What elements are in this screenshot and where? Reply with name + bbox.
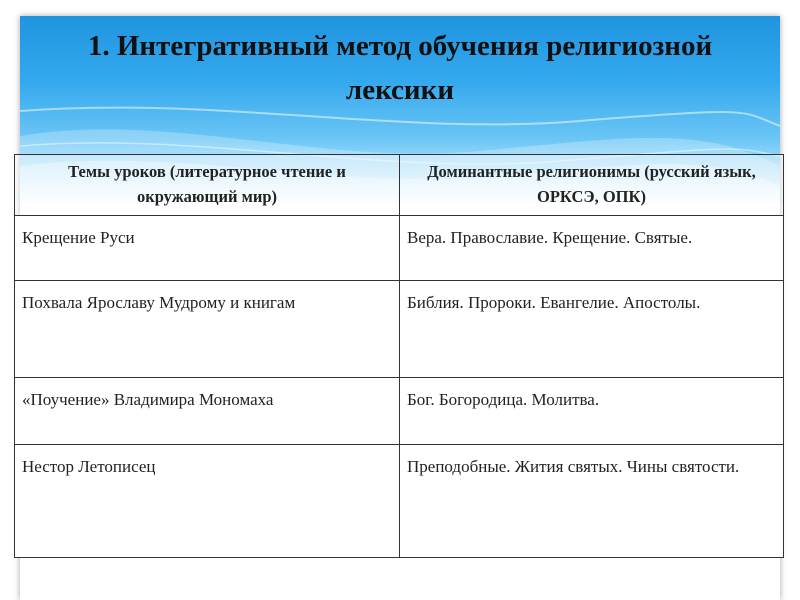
- lessons-table: [14, 154, 784, 558]
- slide-title: 1. Интегративный метод обучения религиозной лексики: [87, 30, 713, 106]
- religionyms-cell: Библия. Пророки. Евангелие. Апостолы.: [400, 281, 784, 378]
- religionyms-cell: Вера. Православие. Крещение. Святые.: [400, 216, 784, 281]
- table-row: [15, 281, 784, 378]
- topic-cell: Нестор Летописец: [15, 445, 400, 558]
- religionyms-cell: Бог. Богородица. Молитва.: [400, 378, 784, 445]
- topic-cell: Крещение Руси: [15, 216, 400, 281]
- topic-cell: «Поучение» Владимира Мономаха: [15, 378, 400, 445]
- table-row: [15, 216, 784, 281]
- header-dominant-religionyms: Доминантные религионимы (русский язык, ОРКСЭ, ОПК): [400, 155, 784, 216]
- table-row: [15, 445, 784, 558]
- religionyms-cell: Преподобные. Жития святых. Чины святости.: [400, 445, 784, 558]
- header-lesson-topics: Темы уроков (литературное чтение и окружающий мир): [15, 155, 400, 216]
- table-row: [15, 378, 784, 445]
- table-header-row: [15, 155, 784, 216]
- topic-cell: Похвала Ярославу Мудрому и книгам: [15, 281, 400, 378]
